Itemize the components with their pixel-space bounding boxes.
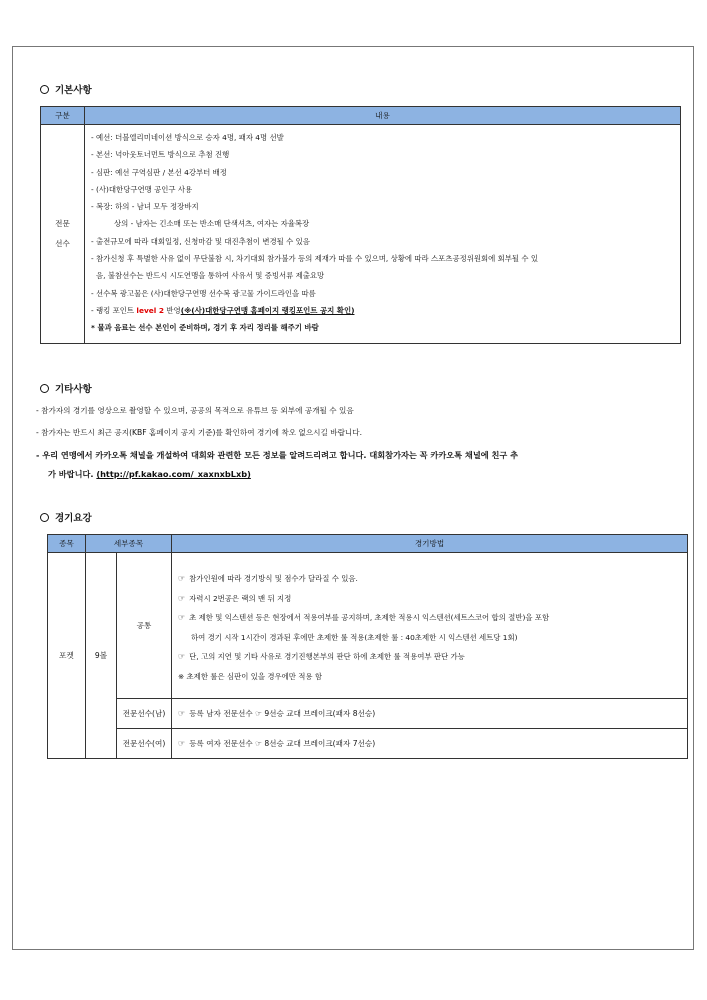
list-item: ☞ 참가인원에 따라 경기방식 및 점수가 달라질 수 있음. (178, 569, 687, 589)
common-rules (172, 553, 688, 699)
list-item: 가 바랍니다. (http://pf.kakao.com/_xaxnxbLxb) (48, 469, 251, 479)
event-cell: 포켓 (48, 553, 86, 759)
list-item: ※ 초제한 룰은 심판이 있을 경우에만 적용 함 (178, 671, 323, 681)
list-item-ranking: - 랭킹 포인트 level 2 반영(※(사)대한당구연맹 홈페이지 랭킹포인트 공지 확인) (91, 305, 355, 315)
list-item: - 참가자는 반드시 최근 공지(KBF 홈페이지 공지 기준)를 확인하여 경기에 착오 없으시길 바랍니다. (36, 428, 363, 437)
pointing-hand-icon: ☞ (178, 652, 186, 661)
list-item: - 심판: 예선 구역심판 / 본선 4강부터 배정 (91, 167, 227, 177)
table-header: 구분 (41, 107, 85, 125)
women-label: 전문선수(여) (117, 729, 172, 759)
category-cell: 전문 선수 (41, 125, 85, 344)
table-header: 종목 (48, 535, 86, 553)
list-item: - 출전규모에 따라 대회일정, 신청마감 및 대진추첨이 변경될 수 있음 (91, 236, 310, 246)
list-item: - 참가신청 후 특별한 사유 없이 무단불참 시, 차기대회 참가불가 등의 제재가 따를 수 있으며, 상황에 따라 스포츠공정위원회에 회부될 수 있 (91, 254, 539, 264)
basic-info-table (40, 106, 681, 344)
rules-table (47, 534, 688, 759)
circle-bullet-icon (40, 513, 49, 522)
list-item: ☞ 단, 고의 지연 및 기타 사유로 경기진행본부의 판단 하에 초제한 룰 적용여부 판단 가능 (178, 647, 687, 667)
ranking-notice-link[interactable]: (※(사)대한당구연맹 홈페이지 랭킹포인트 공지 확인) (180, 305, 355, 315)
pointing-hand-icon: ☞ (178, 613, 186, 622)
women-rule: ☞ 등록 여자 전문선수 ☞ 8선승 교대 브레이크(패자 7선승) (172, 729, 688, 759)
note: * 물과 음료는 선수 본인이 준비하며, 경기 후 자리 정리를 해주기 바람 (91, 323, 319, 333)
men-rule: ☞ 등록 남자 전문선수 ☞ 9선승 교대 브레이크(패자 8선승) (172, 699, 688, 729)
ranking-level: level 2 (136, 305, 165, 315)
list-item: - 예선: 더블엘리미네이션 방식으로 승자 4명, 패자 4명 선발 (91, 133, 284, 142)
common-label: 공통 (117, 553, 172, 699)
list-item: - 우리 연맹에서 카카오톡 채널을 개설하여 대회와 관련한 모든 정보를 알려드리려고 합니다. 대회참가자는 꼭 카카오톡 채널에 친구 추 (36, 450, 519, 460)
sub-event-cell: 9볼 (86, 553, 117, 759)
list-item: - 참가자의 경기를 영상으로 촬영할 수 있으며, 공공의 목적으로 유튜브 등 외부에 공개될 수 있음 (36, 406, 354, 415)
table-header: 내용 (85, 107, 681, 125)
circle-bullet-icon (40, 384, 49, 393)
list-item: 하여 경기 시작 1시간이 경과된 후에만 초제한 룰 적용(초제한 룰 : 40초제한 시 익스텐션 세트당 1회) (191, 632, 518, 642)
section-title-basic: 기본사항 (40, 82, 92, 96)
pointing-hand-icon: ☞ (178, 709, 186, 718)
list-item: - 본선: 넉아웃토너먼트 방식으로 추첨 진행 (91, 150, 230, 160)
men-label: 전문선수(남) (117, 699, 172, 729)
table-header: 경기방법 (172, 535, 688, 553)
list-item: 음, 불참선수는 반드시 시도연맹을 통하여 사유서 및 증빙서류 제출요망 (96, 271, 325, 281)
other-notes (36, 400, 686, 482)
list-item: - (사)대한당구연맹 공인구 사용 (91, 184, 193, 194)
table-header: 세부종목 (86, 535, 172, 553)
list-item: 상의 - 남자는 긴소매 또는 반소매 단색셔츠, 여자는 자율복장 (114, 219, 310, 229)
list-item: - 선수복 광고물은 (사)대한당구연맹 선수복 광고물 가이드라인을 따름 (91, 288, 316, 298)
pointing-hand-icon: ☞ (178, 593, 186, 603)
list-item: - 복장: 하의 - 남녀 모두 정장바지 (91, 202, 199, 212)
list-item: ☞ 초 제한 및 익스텐션 등은 현장에서 적용여부를 공지하며, 초제한 적용시 익스텐션(세트스코어 합의 절반)을 포함 (178, 608, 687, 628)
content-cell (85, 125, 681, 344)
list-item: ☞ 자력시 2번공은 랙의 맨 뒤 지정 (178, 589, 687, 609)
section-title-rules: 경기요강 (40, 510, 92, 524)
pointing-hand-icon: ☞ (178, 739, 186, 748)
section-title-other: 기타사항 (40, 381, 92, 395)
kakao-channel-link[interactable]: (http://pf.kakao.com/_xaxnxbLxb) (96, 469, 251, 479)
circle-bullet-icon (40, 85, 49, 94)
pointing-hand-icon: ☞ (178, 574, 186, 583)
